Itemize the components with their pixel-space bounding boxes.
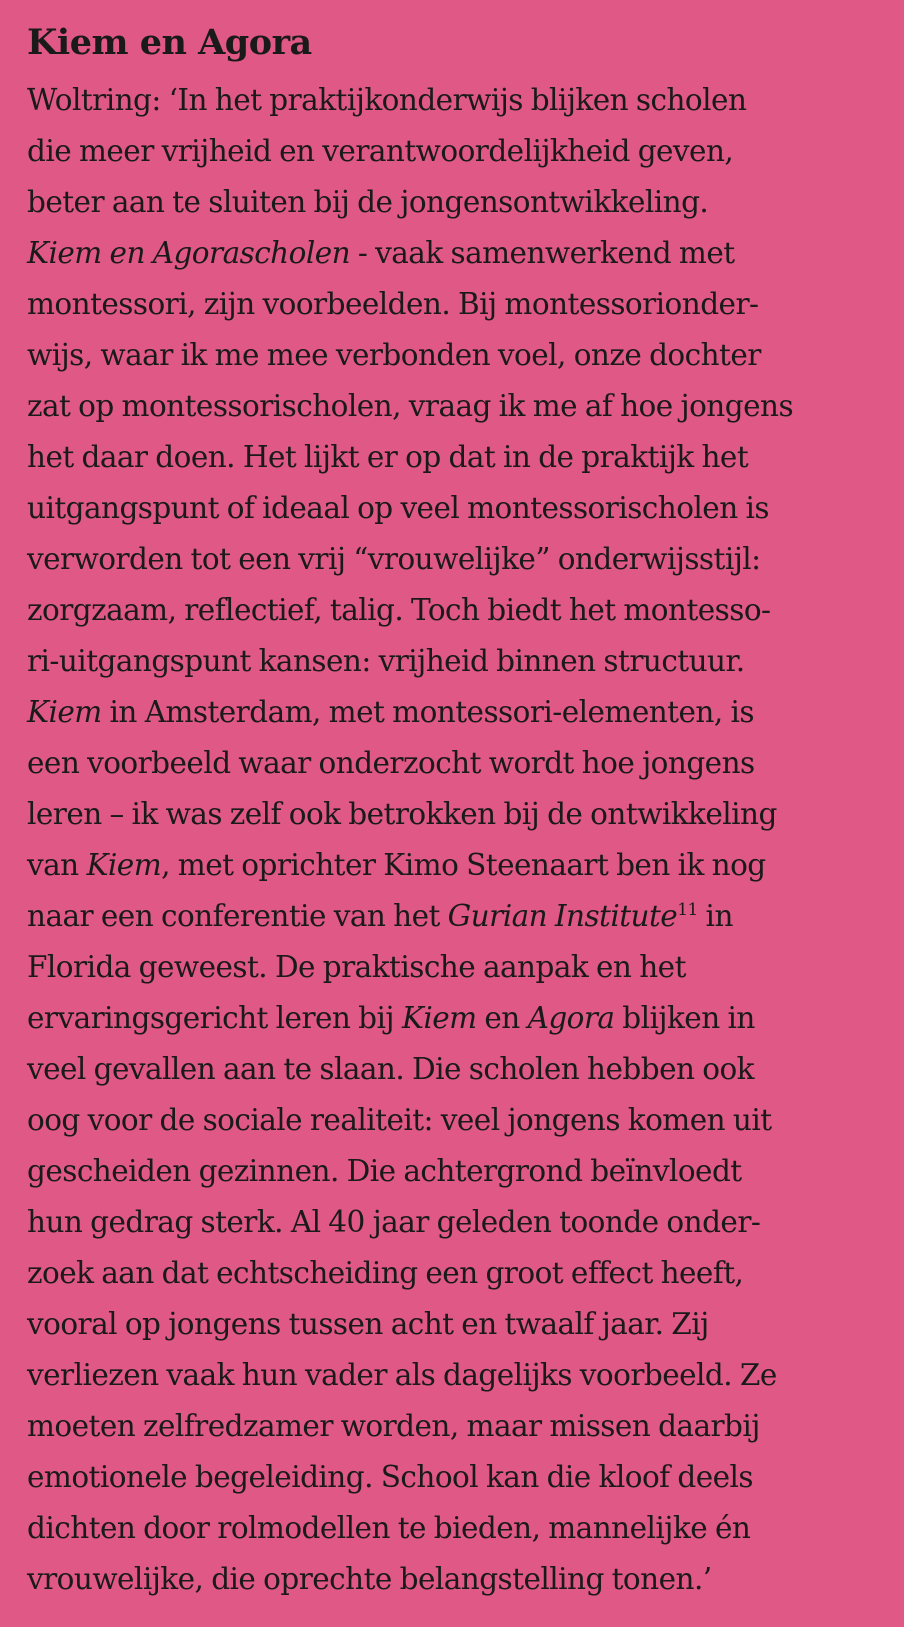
text-segment: blijken in bbox=[614, 1001, 755, 1035]
italic-text: Kiem en Agorascholen bbox=[27, 236, 351, 270]
box-title: Kiem en Agora bbox=[27, 22, 312, 63]
text-line bbox=[27, 1197, 884, 1248]
text-line bbox=[27, 75, 884, 126]
text-segment: moeten zelfredzamer worden, maar missen daarbij bbox=[27, 1409, 760, 1443]
text-segment: uitgangspunt of ideaal op veel montessorischolen is bbox=[27, 491, 769, 525]
text-segment: ri-uitgangspunt kansen: vrijheid binnen structuur. bbox=[27, 644, 745, 678]
text-line bbox=[27, 1299, 884, 1350]
text-segment: montessori, zijn voorbeelden. Bij montessorionder- bbox=[27, 287, 759, 321]
text-segment: hun gedrag sterk. Al 40 jaar geleden toonde onder- bbox=[27, 1205, 761, 1239]
text-segment: zat op montessorischolen, vraag ik me af hoe jongens bbox=[27, 389, 794, 423]
text-segment: veel gevallen aan te slaan. Die scholen hebben ook bbox=[27, 1052, 755, 1086]
text-segment: in Amsterdam, met montessori-elementen, is bbox=[101, 695, 754, 729]
text-segment: in bbox=[697, 899, 733, 933]
text-line bbox=[27, 330, 884, 381]
text-segment: vrouwelijke, die oprechte belangstelling tonen.’ bbox=[27, 1562, 712, 1596]
text-segment: van bbox=[27, 848, 87, 882]
text-line bbox=[27, 585, 884, 636]
text-line bbox=[27, 381, 884, 432]
text-segment: een voorbeeld waar onderzocht wordt hoe jongens bbox=[27, 746, 755, 780]
box-body-text bbox=[27, 75, 884, 1605]
italic-text: Gurian Institute bbox=[447, 899, 678, 933]
text-segment: gescheiden gezinnen. Die achtergrond beïnvloedt bbox=[27, 1154, 742, 1188]
text-segment: zoek aan dat echtscheiding een groot effect heeft, bbox=[27, 1256, 744, 1290]
text-segment: die meer vrijheid en verantwoordelijkheid geven, bbox=[27, 134, 734, 168]
text-segment: Woltring: ‘In het praktijkonderwijs blijken scholen bbox=[27, 83, 747, 117]
text-segment: zorgzaam, reflectief, talig. Toch biedt het montesso- bbox=[27, 593, 771, 627]
text-line bbox=[27, 1248, 884, 1299]
text-line bbox=[27, 840, 884, 891]
text-segment: en bbox=[476, 1001, 528, 1035]
text-segment: beter aan te sluiten bij de jongensontwikkeling. bbox=[27, 185, 709, 219]
text-line bbox=[27, 738, 884, 789]
text-segment: verworden tot een vrij “vrouwelijke” onderwijsstijl: bbox=[27, 542, 761, 576]
text-line bbox=[27, 891, 884, 942]
text-line bbox=[27, 1554, 884, 1605]
italic-text: Kiem bbox=[27, 695, 102, 729]
italic-text: Kiem bbox=[401, 1001, 477, 1035]
text-line bbox=[27, 534, 884, 585]
text-segment: het daar doen. Het lijkt er op dat in de praktijk het bbox=[27, 440, 749, 474]
italic-text: Kiem bbox=[86, 848, 162, 882]
text-segment: wijs, waar ik me mee verbonden voel, onze dochter bbox=[27, 338, 761, 372]
footnote-ref: 11 bbox=[677, 900, 698, 921]
text-segment: Florida geweest. De praktische aanpak en het bbox=[27, 950, 686, 984]
text-segment: verliezen vaak hun vader als dagelijks voorbeeld. Ze bbox=[27, 1358, 777, 1392]
text-line bbox=[27, 687, 884, 738]
text-line bbox=[27, 1350, 884, 1401]
text-segment: dichten door rolmodellen te bieden, mannelijke én bbox=[27, 1511, 751, 1545]
text-segment: leren – ik was zelf ook betrokken bij de ontwikkeling bbox=[27, 797, 777, 831]
text-line bbox=[27, 789, 884, 840]
text-line bbox=[27, 177, 884, 228]
text-segment: ervaringsgericht leren bij bbox=[27, 1001, 402, 1035]
text-line bbox=[27, 1452, 884, 1503]
text-segment: , met oprichter Kimo Steenaart ben ik nog bbox=[161, 848, 766, 882]
text-line bbox=[27, 279, 884, 330]
text-line bbox=[27, 1401, 884, 1452]
text-segment: oog voor de sociale realiteit: veel jongens komen uit bbox=[27, 1103, 772, 1137]
text-line bbox=[27, 126, 884, 177]
text-line bbox=[27, 432, 884, 483]
text-line bbox=[27, 1503, 884, 1554]
text-line bbox=[27, 942, 884, 993]
text-segment: naar een conferentie van het bbox=[27, 899, 448, 933]
text-segment: emotionele begeleiding. School kan die kloof deels bbox=[27, 1460, 753, 1494]
text-segment: - vaak samenwerkend met bbox=[350, 236, 735, 270]
text-line bbox=[27, 993, 884, 1044]
text-line bbox=[27, 1095, 884, 1146]
text-line bbox=[27, 228, 884, 279]
text-line bbox=[27, 636, 884, 687]
text-segment: vooral op jongens tussen acht en twaalf jaar. Zij bbox=[27, 1307, 709, 1341]
italic-text: Agora bbox=[527, 1001, 615, 1035]
text-line bbox=[27, 1044, 884, 1095]
text-line bbox=[27, 483, 884, 534]
text-line bbox=[27, 1146, 884, 1197]
